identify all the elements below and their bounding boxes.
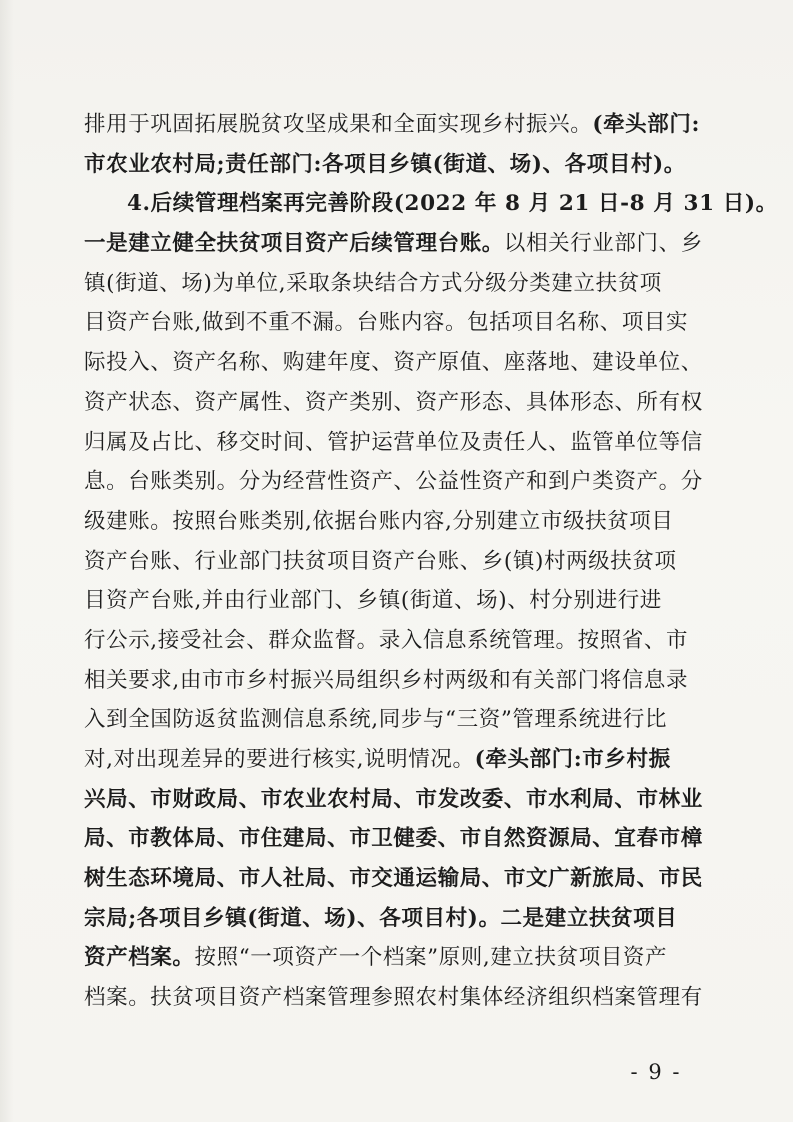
text-segment: 际投入、资产名称、购建年度、资产原值、座落地、建设单位、 xyxy=(84,350,703,376)
text-line xyxy=(84,938,704,978)
text-line xyxy=(84,264,704,304)
bold-text-segment: 4.后续管理档案再完善阶段(2022 年 8 月 21 日-8 月 31 日)。 xyxy=(127,191,778,217)
text-segment: 档案。扶贫项目资产档案管理参照农村集体经济组织档案管理有 xyxy=(84,985,703,1011)
text-line xyxy=(84,502,704,542)
text-segment: 资产台账、行业部门扶贫项目资产台账、乡(镇)村两级扶贫项 xyxy=(84,548,677,574)
bold-text-segment: 资产档案。 xyxy=(84,945,195,971)
text-segment: 资产状态、资产属性、资产类别、资产形态、具体形态、所有权 xyxy=(84,389,703,415)
text-line xyxy=(84,105,704,145)
text-segment: 对,对出现差异的要进行核实,说明情况。 xyxy=(84,747,475,772)
text-line xyxy=(84,184,778,224)
text-segment: 级建账。按照台账类别,依据台账内容,分别建立市级扶贫项目 xyxy=(84,508,674,534)
text-segment: 目资产台账,并由行业部门、乡镇(街道、场)、村分别进行进 xyxy=(84,588,662,614)
scan-edge-shadow xyxy=(0,0,14,1122)
page-number: - 9 - xyxy=(630,1060,682,1084)
text-line xyxy=(84,581,704,621)
text-line xyxy=(84,462,704,502)
text-line xyxy=(84,303,704,343)
text-line xyxy=(84,899,704,939)
text-line xyxy=(84,700,704,740)
bold-text-segment: 树生态环境局、市人社局、市交通运输局、市文广新旅局、市民 xyxy=(84,866,703,892)
text-segment: 行公示,接受社会、群众监督。录入信息系统管理。按照省、市 xyxy=(84,627,689,653)
bold-text-segment: 宗局;各项目乡镇(街道、场)、各项目村)。二是建立扶贫项目 xyxy=(84,905,678,931)
text-segment: 入到全国防返贫监测信息系统,同步与“三资”管理系统进行比 xyxy=(84,707,668,733)
text-line xyxy=(84,978,704,1018)
body-text xyxy=(84,105,778,1018)
text-line xyxy=(84,542,704,582)
bold-text-segment: (牵头部门: xyxy=(592,112,701,137)
bold-text-segment: 一是建立健全扶贫项目资产后续管理台账。 xyxy=(84,231,504,257)
text-segment: 相关要求,由市市乡村振兴局组织乡村两级和有关部门将信息录 xyxy=(84,667,689,693)
text-segment: 排用于巩固拓展脱贫攻坚成果和全面实现乡村振兴。 xyxy=(84,112,593,137)
text-segment: 目资产台账,做到不重不漏。台账内容。包括项目名称、项目实 xyxy=(84,310,689,336)
text-line xyxy=(84,224,704,264)
text-line xyxy=(84,145,704,185)
text-segment: 以相关行业部门、乡 xyxy=(503,231,703,257)
bold-text-segment: 市农业农村局;责任部门:各项目乡镇(街道、场)、各项目村)。 xyxy=(84,151,686,177)
text-line xyxy=(84,740,704,780)
bold-text-segment: (牵头部门:市乡村振 xyxy=(474,747,671,772)
text-segment: 息。台账类别。分为经营性资产、公益性资产和到户类资产。分 xyxy=(84,469,703,495)
bold-text-segment: 局、市教体局、市住建局、市卫健委、市自然资源局、宜春市樟 xyxy=(84,826,703,852)
text-line xyxy=(84,383,704,423)
bold-text-segment: 兴局、市财政局、市农业农村局、市发改委、市水利局、市林业 xyxy=(84,786,703,812)
text-line xyxy=(84,661,704,701)
text-line xyxy=(84,859,704,899)
text-line xyxy=(84,343,704,383)
text-line xyxy=(84,819,704,859)
text-line xyxy=(84,423,704,463)
text-segment: 归属及占比、移交时间、管护运营单位及责任人、监管单位等信 xyxy=(84,429,703,455)
text-line xyxy=(84,621,704,661)
text-segment: 镇(街道、场)为单位,采取条块结合方式分级分类建立扶贫项 xyxy=(84,270,662,296)
text-line xyxy=(84,780,704,820)
text-segment: 按照“一项资产一个档案”原则,建立扶贫项目资产 xyxy=(194,945,668,971)
